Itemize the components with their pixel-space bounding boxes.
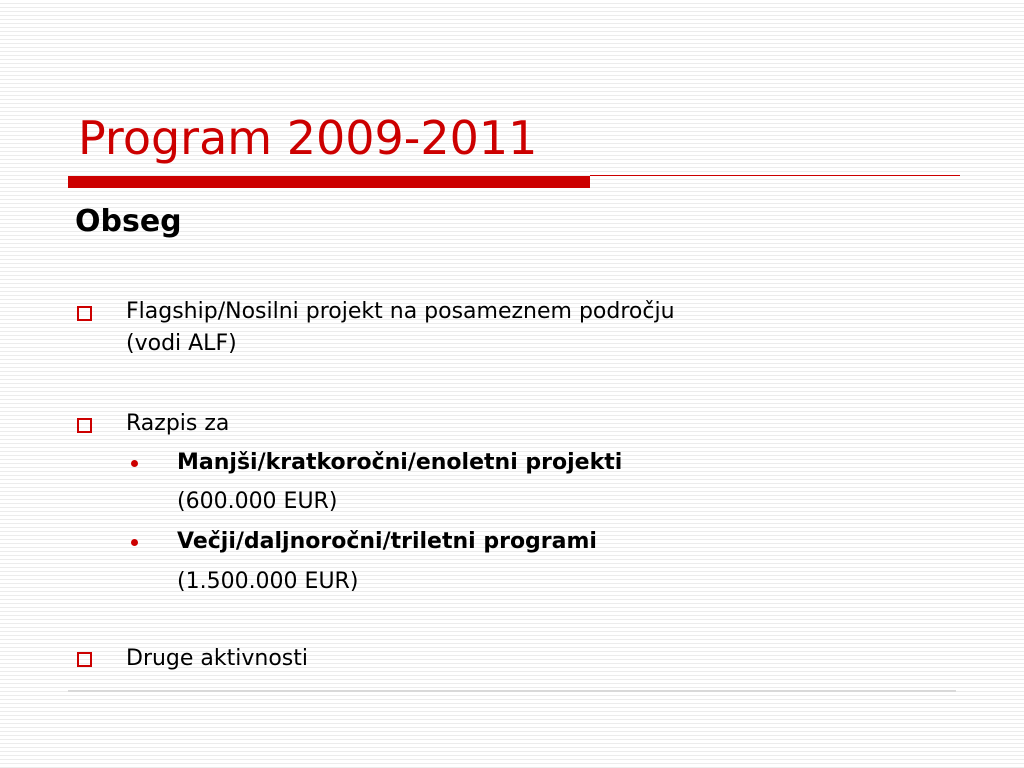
slide-title: Program 2009-2011 [78,111,538,165]
sub-item-label: Manjši/kratkoročni/enoletni projekti [177,450,623,475]
list-item-line: (vodi ALF) [126,331,237,356]
title-underline-rule [590,175,960,176]
round-bullet-icon [131,460,138,467]
footer-divider [68,690,956,692]
square-bullet-icon [77,306,92,321]
sub-item-detail: (1.500.000 EUR) [177,569,359,594]
list-item-line: Flagship/Nosilni projekt na posameznem področju [126,299,675,324]
slide-subtitle: Obseg [75,204,182,239]
sub-item-detail: (600.000 EUR) [177,489,338,514]
list-item-line: Razpis za [126,411,230,436]
square-bullet-icon [77,418,92,433]
sub-item-label: Večji/daljnoročni/triletni programi [177,529,597,554]
round-bullet-icon [131,539,138,546]
list-item-line: Druge aktivnosti [126,646,309,671]
square-bullet-icon [77,652,92,667]
title-underline-accent [68,176,590,188]
